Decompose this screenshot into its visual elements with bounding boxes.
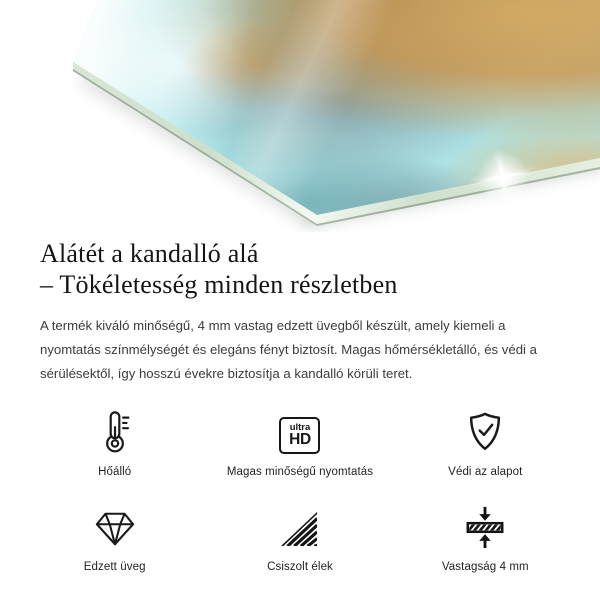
heading-line-1: Alátét a kandalló alá bbox=[40, 239, 259, 268]
thickness-4mm-icon bbox=[463, 503, 507, 549]
feature-label: Edzett üveg bbox=[83, 561, 146, 573]
feature-label: Hőálló bbox=[98, 466, 132, 478]
ultra-hd-text-top: ultra bbox=[289, 422, 311, 434]
diamond-icon bbox=[93, 503, 137, 549]
ultra-hd-text-bottom: HD bbox=[289, 430, 311, 448]
feature-label: Védi az alapot bbox=[448, 466, 523, 478]
heading-line-2: – Tökéletesség minden részletben bbox=[40, 270, 398, 299]
feature-protects-base bbox=[393, 408, 578, 478]
glass-marble-art bbox=[0, 0, 600, 232]
features-grid bbox=[0, 408, 600, 573]
polished-edges-icon bbox=[279, 503, 321, 549]
feature-heat-resistant bbox=[22, 408, 207, 478]
feature-label: Vastagság 4 mm bbox=[441, 561, 529, 573]
product-image bbox=[0, 0, 600, 232]
ultra-hd-icon bbox=[279, 408, 320, 454]
content-block bbox=[0, 232, 600, 386]
feature-tempered-glass bbox=[22, 503, 207, 573]
feature-print-quality bbox=[207, 408, 392, 478]
product-description-text: A termék kiváló minőségű, 4 mm vastag edzett üvegből készült, amely kiemeli a nyomtatás színmélységét és elegáns fényt biztosít. Magas hőmérsékletálló, és védi a sérülésektől, így hosszú évekre biztosítja a kandalló körüli teret. bbox=[40, 318, 537, 381]
feature-polished-edges bbox=[207, 503, 392, 573]
feature-label: Csiszolt élek bbox=[267, 561, 333, 573]
ultra-hd-badge bbox=[279, 417, 320, 454]
feature-thickness bbox=[393, 503, 578, 573]
shield-check-icon bbox=[464, 408, 506, 454]
thermometer-icon bbox=[99, 408, 131, 454]
feature-label: Magas minőségű nyomtatás bbox=[226, 466, 374, 478]
page-title bbox=[40, 238, 560, 300]
